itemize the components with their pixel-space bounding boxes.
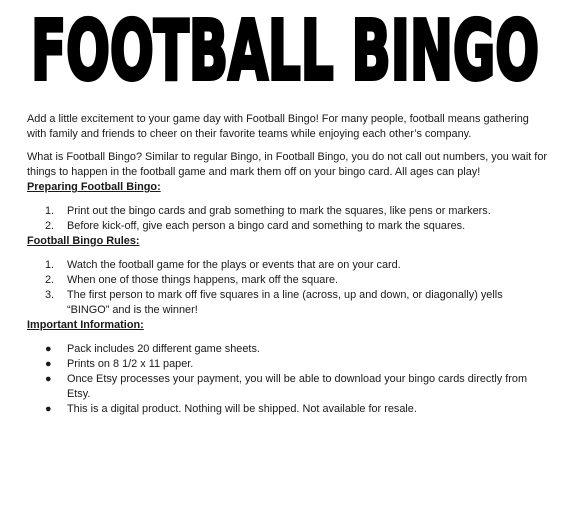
list-item-text: Print out the bingo cards and grab something to mark the squares, like pens or markers. <box>67 205 491 217</box>
list-item-text: Watch the football game for the plays or events that are on your card. <box>67 259 401 271</box>
bullet-icon: ● <box>45 373 52 385</box>
document-body <box>27 112 547 417</box>
list-item <box>27 273 547 288</box>
list-item-text: Before kick-off, give each person a bingo card and something to mark the squares. <box>67 220 466 232</box>
list-item <box>27 402 547 417</box>
bullet-icon: ● <box>45 343 52 355</box>
list-item <box>27 219 547 234</box>
list-item <box>27 288 547 318</box>
list-item-text: Once Etsy processes your payment, you will be able to download your bingo cards directly from Etsy. <box>67 373 528 400</box>
bullet-icon: ● <box>45 403 52 415</box>
list-item-text: Pack includes 20 different game sheets. <box>67 343 260 355</box>
title-text: FOOTBALL BINGO <box>31 4 539 94</box>
preparing-heading: Preparing Football Bingo: <box>27 181 161 193</box>
list-item <box>27 258 547 273</box>
preparing-list <box>27 204 547 234</box>
list-item <box>27 204 547 219</box>
page-title <box>0 2 570 94</box>
list-item-text: Prints on 8 1/2 x 11 paper. <box>67 358 194 370</box>
list-number: 2. <box>45 274 55 286</box>
list-item-text: This is a digital product. Nothing will be shipped. Not available for resale. <box>67 403 417 415</box>
list-number: 2. <box>45 220 55 232</box>
list-number: 3. <box>45 289 55 301</box>
list-item-text: The first person to mark off five squares in a line (across, up and down, or diagonally) yells “BINGO” and is the winner! <box>67 289 503 316</box>
info-heading: Important Information: <box>27 319 144 331</box>
info-list <box>27 342 547 417</box>
list-number: 1. <box>45 205 55 217</box>
rules-list <box>27 258 547 318</box>
list-item <box>27 372 547 402</box>
list-item-text: When one of those things happens, mark off the square. <box>67 274 339 286</box>
list-item <box>27 357 547 372</box>
list-number: 1. <box>45 259 55 271</box>
rules-heading: Football Bingo Rules: <box>27 235 140 247</box>
list-item <box>27 342 547 357</box>
intro-paragraph-1: Add a little excitement to your game day with Football Bingo! For many people, football means gathering with family and friends to cheer on their favorite teams while enjoying each other’s company. <box>27 113 529 140</box>
intro-paragraph-2: What is Football Bingo? Similar to regular Bingo, in Football Bingo, you do not call out numbers, you wait for things to happen in the football game and mark them off on your bingo card. All ages can play! <box>27 151 547 178</box>
bullet-icon: ● <box>45 358 52 370</box>
